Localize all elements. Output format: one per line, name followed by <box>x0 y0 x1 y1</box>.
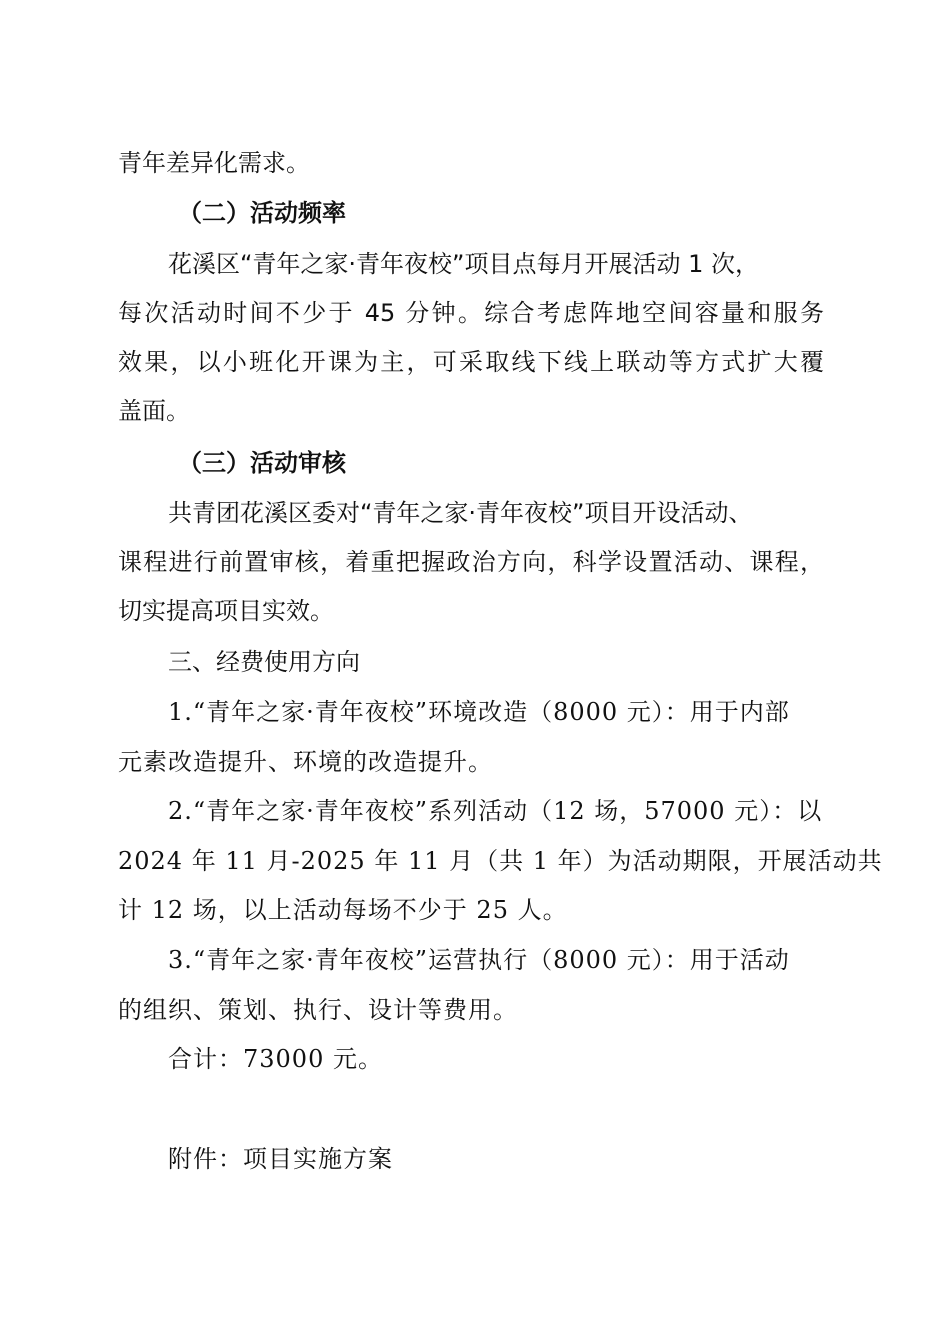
paragraph-line: 盖面。 <box>118 397 190 425</box>
section-heading-activity-review: （三）活动审核 <box>178 449 346 477</box>
paragraph-line: 课程进行前置审核，着重把握政治方向，科学设置活动、课程， <box>118 548 824 576</box>
paragraph-line: 共青团花溪区委对“青年之家·青年夜校”项目开设活动、 <box>168 499 753 527</box>
funding-total: 合计：73000 元。 <box>168 1045 383 1073</box>
funding-item-2-line: 计 12 场，以上活动每场不少于 25 人。 <box>118 896 568 924</box>
paragraph-line: 效果，以小班化开课为主，可采取线下线上联动等方式扩大覆 <box>118 348 824 376</box>
funding-item-3-line: 3.“青年之家·青年夜校”运营执行（8000 元）：用于活动 <box>168 946 790 974</box>
funding-item-2-line: 2.“青年之家·青年夜校”系列活动（12 场，57000 元）：以 <box>168 797 823 825</box>
funding-item-3-line: 的组织、策划、执行、设计等费用。 <box>118 996 518 1024</box>
funding-item-1-line: 元素改造提升、环境的改造提升。 <box>118 748 493 776</box>
funding-item-2-line: 2024 年 11 月-2025 年 11 月（共 1 年）为活动期限，开展活动共 <box>118 847 883 875</box>
section-heading-funding-usage: 三、经费使用方向 <box>168 648 360 676</box>
paragraph-line: 花溪区“青年之家·青年夜校”项目点每月开展活动 1 次， <box>168 250 760 278</box>
paragraph-continuation: 青年差异化需求。 <box>118 149 310 177</box>
funding-item-1-line: 1.“青年之家·青年夜校”环境改造（8000 元）：用于内部 <box>168 698 790 726</box>
section-heading-activity-frequency: （二）活动频率 <box>178 199 346 227</box>
paragraph-line: 切实提高项目实效。 <box>118 597 334 625</box>
paragraph-line: 每次活动时间不少于 45 分钟。综合考虑阵地空间容量和服务 <box>118 299 824 327</box>
attachment-note: 附件：项目实施方案 <box>168 1145 393 1173</box>
